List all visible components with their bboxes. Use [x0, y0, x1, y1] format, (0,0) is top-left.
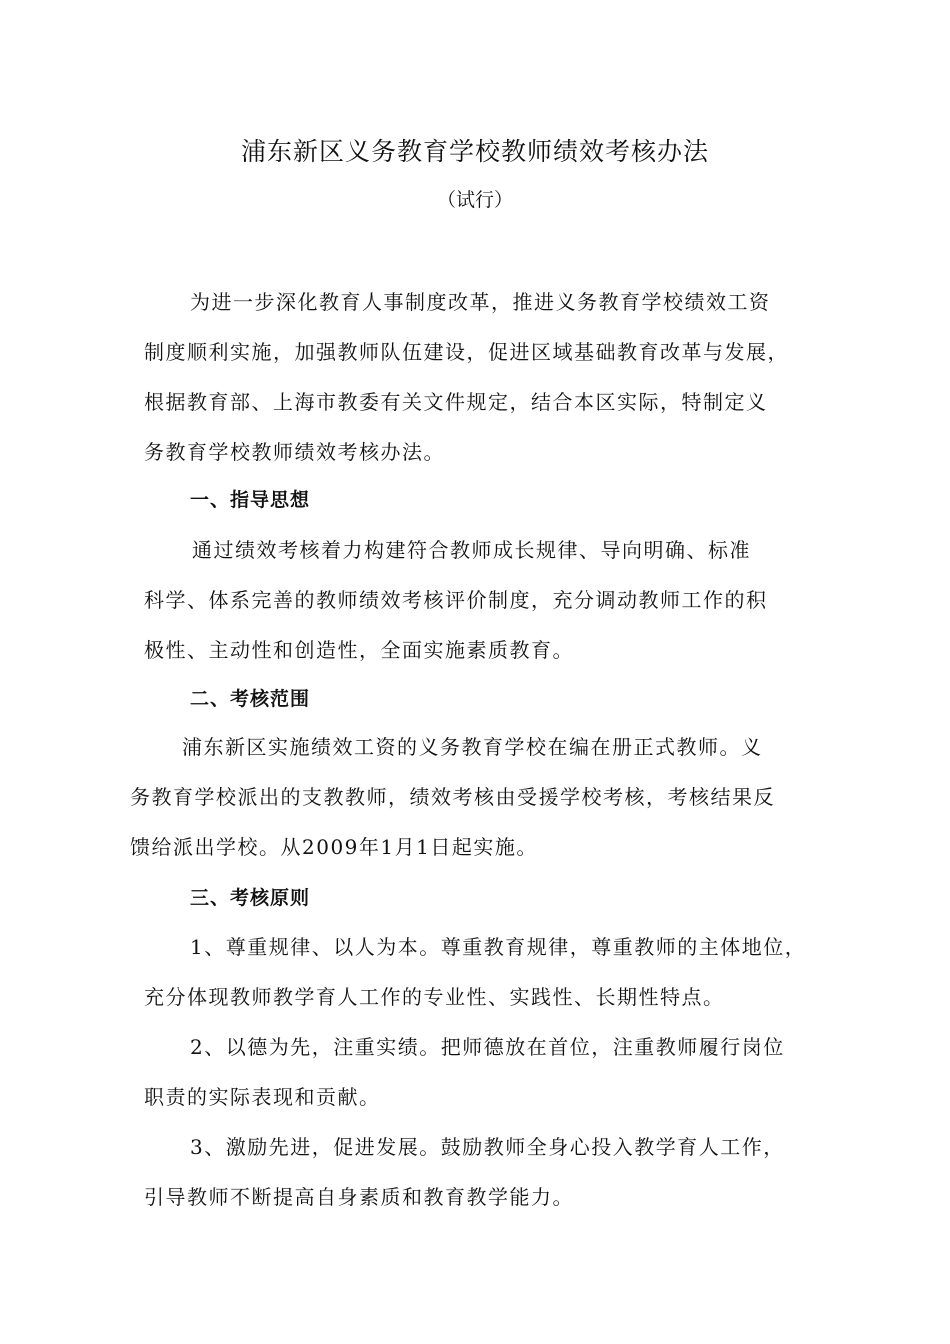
paragraph-line: 极性、主动性和创造性，全面实施素质教育。 [144, 638, 574, 662]
document-subtitle: （试行） [436, 189, 513, 211]
paragraph-line: 制度顺利实施，加强教师队伍建设，促进区域基础教育改革与发展， [144, 340, 789, 364]
paragraph-line: 为进一步深化教育人事制度改革，推进义务教育学校绩效工资 [190, 290, 771, 314]
paragraph-line: 务教育学校教师绩效考核办法。 [144, 440, 445, 464]
section-paragraph [130, 922, 830, 1222]
section-paragraph [130, 525, 830, 675]
document-title: 浦东新区义务教育学校教师绩效考核办法 [240, 137, 709, 166]
paragraph-line: 馈给派出学校。从2009年1月1日起实施。 [130, 835, 538, 859]
paragraph-line: 2、以德为先，注重实绩。把师德放在首位，注重教师履行岗位 [190, 1035, 785, 1059]
paragraph-line: 引导教师不断提高自身素质和教育教学能力。 [144, 1185, 574, 1209]
paragraph-line: 根据教育部、上海市教委有关文件规定，结合本区实际，特制定义 [144, 390, 768, 414]
paragraph-line: 通过绩效考核着力构建符合教师成长规律、导向明确、标准 [192, 538, 751, 562]
intro-paragraph [130, 277, 830, 477]
paragraph-line: 充分体现教师教学育人工作的专业性、实践性、长期性特点。 [144, 985, 725, 1009]
section-paragraph [130, 722, 830, 872]
paragraph-line: 务教育学校派出的支教教师，绩效考核由受援学校考核，考核结果反 [130, 785, 775, 809]
section-heading: 三、考核原则 [190, 887, 311, 909]
paragraph-line: 浦东新区实施绩效工资的义务教育学校在编在册正式教师。义 [182, 735, 763, 759]
paragraph-line: 科学、体系完善的教师绩效考核评价制度，充分调动教师工作的积 [144, 588, 768, 612]
paragraph-line: 职责的实际表现和贡献。 [144, 1085, 381, 1109]
paragraph-line: 1、尊重规律、以人为本。尊重教育规律，尊重教师的主体地位， [190, 935, 807, 959]
paragraph-line: 3、激励先进，促进发展。鼓励教师全身心投入教学育人工作， [190, 1135, 785, 1159]
section-heading: 二、考核范围 [190, 688, 311, 710]
section-heading: 一、指导思想 [190, 489, 311, 511]
